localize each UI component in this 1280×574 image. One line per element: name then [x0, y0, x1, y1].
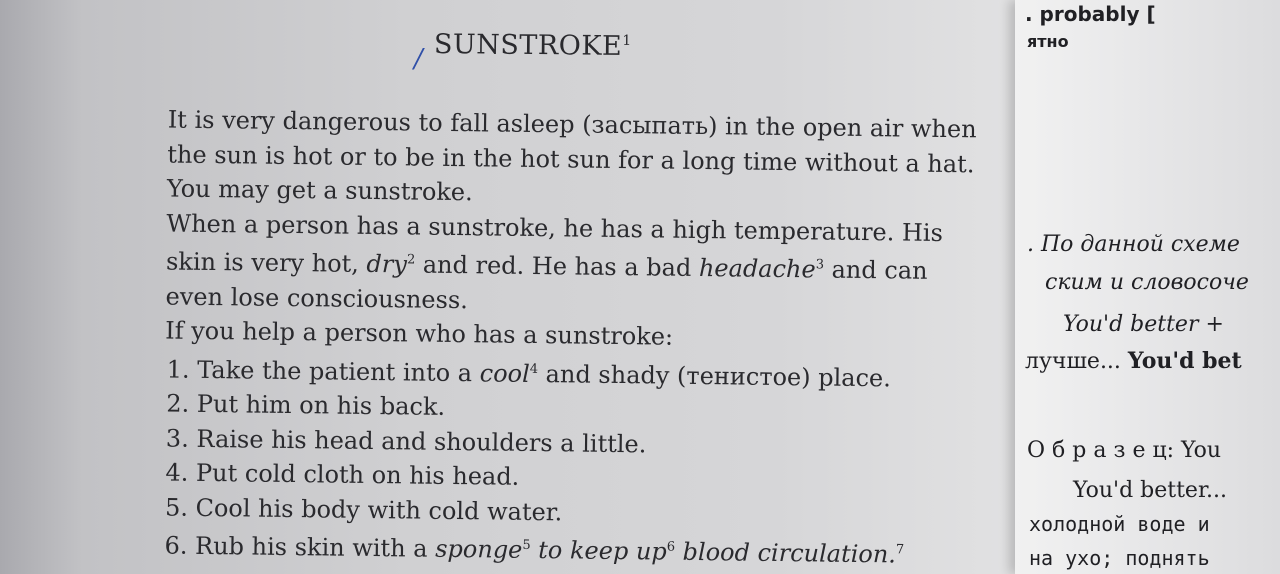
right-line-6a: лучше... — [1025, 349, 1128, 374]
p2-term-dry: dry — [366, 249, 408, 279]
step-6-note-5: 5 — [522, 537, 531, 553]
right-line-1: . probably [ — [1025, 2, 1156, 26]
pen-mark-icon: / — [414, 44, 423, 74]
right-line-7: О б р а з е ц: You — [1027, 438, 1222, 463]
p2-text-b: and red. He has a bad — [415, 250, 700, 282]
step-6-term-keep-up: to keep up — [530, 535, 667, 566]
step-1-note: 4 — [529, 361, 539, 377]
page-title — [434, 29, 632, 62]
paragraph-2 — [125, 205, 986, 323]
step-1-text-b: and shady (тенистое) place. — [537, 359, 892, 392]
step-4: 4. Put cold cloth on his head. — [165, 458, 520, 491]
right-line-10: на ухо; поднять — [1029, 546, 1210, 570]
right-line-6b: You'd bet — [1127, 348, 1242, 374]
step-5: 5. Cool his body with cold water. — [164, 492, 563, 526]
right-line-5: You'd better + — [1063, 312, 1224, 337]
right-line-2: ятно — [1027, 32, 1069, 51]
step-2: 2. Put him on his back. — [166, 389, 446, 421]
step-3: 3. Raise his head and shoulders a little. — [165, 423, 647, 458]
step-1-term: cool — [479, 358, 530, 388]
step-6-note-7: 7 — [895, 542, 905, 558]
paragraph-1: It is very dangerous to fall asleep (засыпать) in the open air when the sun is hot or to be in the hot sun for a long time without a hat. You may get a sunstroke. — [166, 105, 977, 207]
right-line-8: You'd better... — [1073, 478, 1228, 503]
title-text: SUNSTROKE — [433, 28, 623, 62]
step-6-note-6: 6 — [666, 539, 676, 555]
step-6-text-a: 6. Rub his skin with a — [164, 531, 436, 563]
right-line-4: ским и словосоче — [1045, 270, 1249, 295]
p2-note-2: 2 — [406, 252, 416, 268]
article-body — [122, 102, 988, 573]
paragraph-3: If you help a person who has a sunstroke: — [165, 316, 674, 351]
p2-text-c: and can even lose consciousness. — [165, 255, 928, 314]
step-6-term-sponge: sponge — [435, 534, 523, 564]
right-page — [1015, 0, 1280, 574]
right-line-6 — [1025, 348, 1242, 374]
step-1-text-a: 1. Take the patient into a — [166, 354, 480, 387]
step-6-term-circulation: blood circulation. — [674, 537, 897, 569]
p2-note-3: 3 — [815, 257, 825, 273]
title-footnote-mark: 1 — [622, 32, 632, 50]
p2-text-a: When a person has a sunstroke, he has a high temperature. His skin is very hot, — [165, 208, 944, 278]
p2-term-headache: headache — [698, 253, 816, 284]
right-line-3: . По данной схеме — [1027, 232, 1240, 257]
right-line-9: холодной воде и — [1029, 512, 1210, 536]
